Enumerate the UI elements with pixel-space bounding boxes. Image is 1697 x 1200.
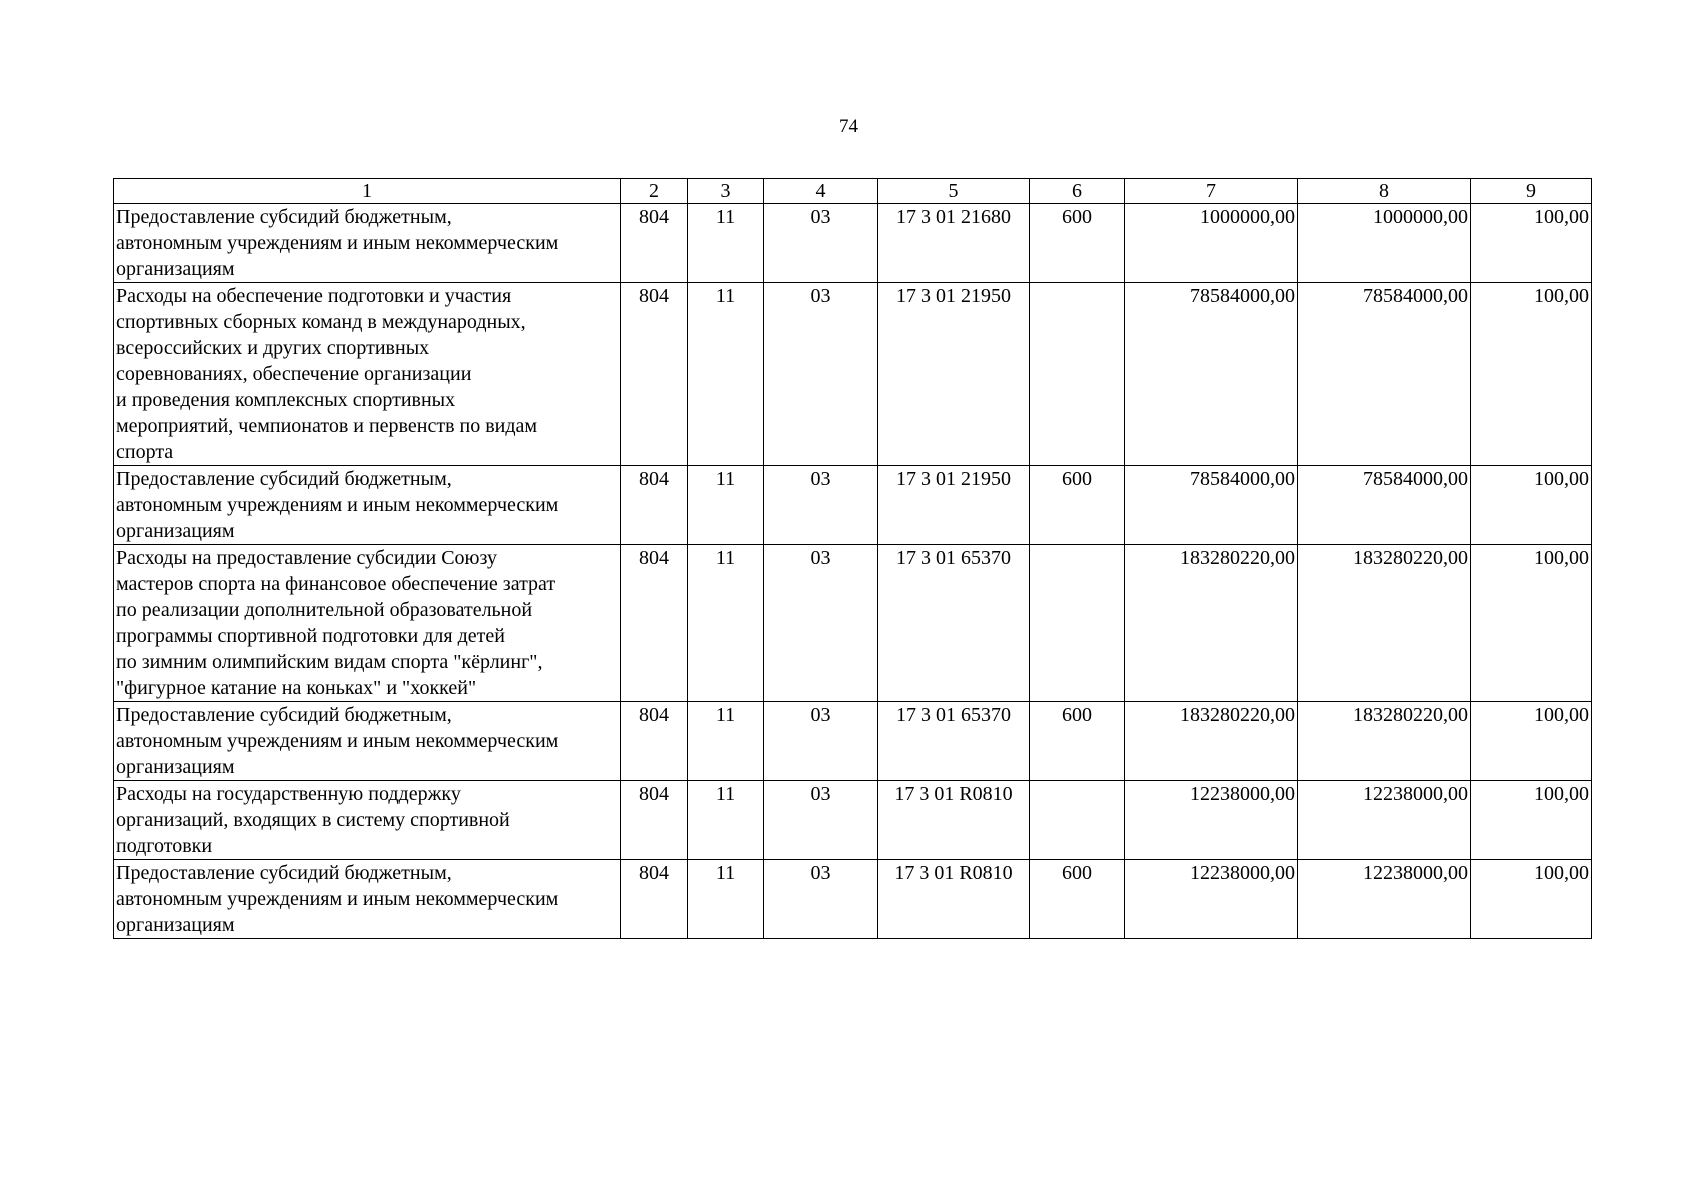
cell-section-code: 11	[688, 545, 764, 702]
column-header: 1	[114, 179, 621, 204]
cell-ministry-code: 804	[621, 466, 688, 545]
cell-expense-type	[1030, 545, 1125, 702]
table-header	[114, 179, 1592, 204]
cell-target-article: 17 3 01 65370	[878, 545, 1030, 702]
column-header: 3	[688, 179, 764, 204]
cell-amount-col8: 78584000,00	[1298, 283, 1471, 466]
cell-section-code: 11	[688, 466, 764, 545]
row-description: Расходы на предоставление субсидии Союзу мастеров спорта на финансовое обеспечение затрат по реализации дополнительной образовательной программы спортивной подготовки для детей по зимним олимпийским видам спорта "кёрлинг", "фигурное катание на коньках" и "хоккей"	[114, 545, 621, 702]
cell-percent: 100,00	[1471, 545, 1592, 702]
table-row	[114, 702, 1592, 781]
cell-percent: 100,00	[1471, 781, 1592, 860]
cell-amount-col8: 183280220,00	[1298, 702, 1471, 781]
row-description: Предоставление субсидий бюджетным, автономным учреждениям и иным некоммерческим организациям	[114, 466, 621, 545]
table-row	[114, 545, 1592, 702]
row-description: Предоставление субсидий бюджетным, автономным учреждениям и иным некоммерческим организациям	[114, 204, 621, 283]
cell-target-article: 17 3 01 65370	[878, 702, 1030, 781]
cell-subsection-code: 03	[764, 545, 878, 702]
cell-amount-col7: 183280220,00	[1125, 545, 1298, 702]
table-row	[114, 860, 1592, 939]
table-row	[114, 204, 1592, 283]
cell-amount-col8: 1000000,00	[1298, 204, 1471, 283]
column-header: 2	[621, 179, 688, 204]
cell-amount-col7: 1000000,00	[1125, 204, 1298, 283]
column-header: 9	[1471, 179, 1592, 204]
cell-section-code: 11	[688, 702, 764, 781]
cell-amount-col7: 183280220,00	[1125, 702, 1298, 781]
column-header: 6	[1030, 179, 1125, 204]
cell-expense-type	[1030, 283, 1125, 466]
cell-expense-type: 600	[1030, 860, 1125, 939]
column-header: 4	[764, 179, 878, 204]
header-row	[114, 179, 1592, 204]
cell-expense-type: 600	[1030, 204, 1125, 283]
cell-ministry-code: 804	[621, 283, 688, 466]
cell-amount-col8: 183280220,00	[1298, 545, 1471, 702]
cell-ministry-code: 804	[621, 781, 688, 860]
column-header: 5	[878, 179, 1030, 204]
cell-subsection-code: 03	[764, 466, 878, 545]
cell-expense-type: 600	[1030, 466, 1125, 545]
budget-table	[113, 178, 1592, 939]
cell-percent: 100,00	[1471, 702, 1592, 781]
cell-amount-col7: 12238000,00	[1125, 781, 1298, 860]
cell-percent: 100,00	[1471, 466, 1592, 545]
cell-expense-type: 600	[1030, 702, 1125, 781]
cell-percent: 100,00	[1471, 860, 1592, 939]
cell-subsection-code: 03	[764, 204, 878, 283]
cell-percent: 100,00	[1471, 204, 1592, 283]
cell-amount-col7: 12238000,00	[1125, 860, 1298, 939]
column-header: 7	[1125, 179, 1298, 204]
cell-target-article: 17 3 01 R0810	[878, 860, 1030, 939]
cell-subsection-code: 03	[764, 781, 878, 860]
cell-ministry-code: 804	[621, 204, 688, 283]
cell-amount-col8: 12238000,00	[1298, 781, 1471, 860]
cell-subsection-code: 03	[764, 860, 878, 939]
cell-amount-col8: 78584000,00	[1298, 466, 1471, 545]
cell-ministry-code: 804	[621, 860, 688, 939]
cell-amount-col7: 78584000,00	[1125, 283, 1298, 466]
table-row	[114, 466, 1592, 545]
row-description: Расходы на обеспечение подготовки и участия спортивных сборных команд в международных, всероссийских и других спортивных соревнованиях, обеспечение организации и проведения комплексных спортивных мероприятий, чемпионатов и первенств по видам спорта	[114, 283, 621, 466]
cell-section-code: 11	[688, 860, 764, 939]
cell-target-article: 17 3 01 21950	[878, 466, 1030, 545]
cell-ministry-code: 804	[621, 702, 688, 781]
cell-expense-type	[1030, 781, 1125, 860]
row-description: Расходы на государственную поддержку организаций, входящих в систему спортивной подготовки	[114, 781, 621, 860]
row-description: Предоставление субсидий бюджетным, автономным учреждениям и иным некоммерческим организациям	[114, 702, 621, 781]
cell-amount-col7: 78584000,00	[1125, 466, 1298, 545]
page-number: 74	[839, 116, 858, 137]
cell-section-code: 11	[688, 283, 764, 466]
cell-section-code: 11	[688, 204, 764, 283]
cell-subsection-code: 03	[764, 702, 878, 781]
cell-ministry-code: 804	[621, 545, 688, 702]
cell-subsection-code: 03	[764, 283, 878, 466]
column-header: 8	[1298, 179, 1471, 204]
cell-target-article: 17 3 01 21680	[878, 204, 1030, 283]
table-row	[114, 781, 1592, 860]
cell-amount-col8: 12238000,00	[1298, 860, 1471, 939]
cell-percent: 100,00	[1471, 283, 1592, 466]
cell-section-code: 11	[688, 781, 764, 860]
row-description: Предоставление субсидий бюджетным, автономным учреждениям и иным некоммерческим организациям	[114, 860, 621, 939]
table-body	[114, 204, 1592, 939]
table-row	[114, 283, 1592, 466]
cell-target-article: 17 3 01 R0810	[878, 781, 1030, 860]
cell-target-article: 17 3 01 21950	[878, 283, 1030, 466]
